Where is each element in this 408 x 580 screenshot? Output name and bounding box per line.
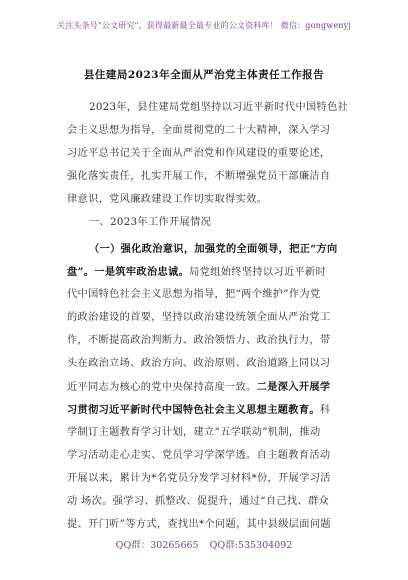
- body-text: 近平同志为核心的党中央保持高度一致。: [67, 382, 257, 393]
- body-line: 头在政治立场、政治方向、政治原则、政治道路上同以习: [67, 358, 331, 369]
- bold-lead: 盘”。一是筑牢政治忠诚。: [67, 266, 190, 278]
- intro-line: 会主义思想为指导，全面贯彻党的二十大精神，深入学习: [67, 125, 331, 136]
- intro-line: 强化落实责任，扎实开展工作，不断增强党员干部廉洁自: [67, 171, 331, 182]
- bold-lead: 习贯彻习近平新时代中国特色社会主义思想主题教育。: [67, 404, 320, 416]
- body-line: 代中国特色社会主义思想为指导，把“两个维护”作为党: [67, 289, 321, 300]
- intro-line: 律意识，党风廉政建设工作切实取得实效。: [67, 194, 268, 205]
- footer-contact: [0, 537, 408, 551]
- document-title: 县住建局2023年全面从严治党主体责任工作报告: [83, 69, 325, 81]
- section-heading: 一、2023年工作开展情况: [89, 217, 212, 228]
- qq-group-2: QQ群:535304092: [209, 540, 293, 551]
- body-line: [67, 265, 326, 280]
- body-line: 开展以来，累计为*名党员分发学习材料*份，开展学习活: [67, 473, 331, 484]
- bold-lead: 二是深入开展学: [256, 381, 331, 393]
- promo-banner: 关注头条号"公文研究"，获得最新最全最专业的公文资料库！ 微信：gongwenyj: [56, 21, 352, 30]
- subsection-heading: （一）强化政治意识，加强党的全面领导，把正“方向: [89, 243, 338, 255]
- body-line: [67, 403, 330, 418]
- intro-line: 习近平总书记关于全面从严治党和作风建设的重要论述，: [67, 148, 331, 159]
- qq-group-1: QQ群：30265665: [115, 540, 199, 551]
- body-text: 局党组始终坚持以习近平新时: [189, 267, 327, 278]
- body-line: 动 场次。强学习、抓整改、促提升，通过“自己找、群众: [67, 496, 330, 507]
- body-line: 作，不断提高政治判断力、政治领悟力、政治执行力，带: [67, 335, 331, 346]
- body-line: 的政治建设的首要，坚持以政治建设统领全面从严治党工: [67, 312, 331, 323]
- body-text: 科: [319, 405, 331, 416]
- intro-line: 2023年，县住建局党组坚持以习近平新时代中国特色社: [89, 102, 349, 113]
- body-line: [67, 380, 330, 395]
- body-line: 提、开门听”等方式，查找出*个问题，其中县级层面问题: [67, 519, 331, 530]
- body-line: 学制订主题教育学习计划，建立“五学联动”机制，推动: [67, 427, 321, 438]
- body-line: 学习活动走心走实、党员学习学深学透。自主题教育活动: [67, 450, 331, 461]
